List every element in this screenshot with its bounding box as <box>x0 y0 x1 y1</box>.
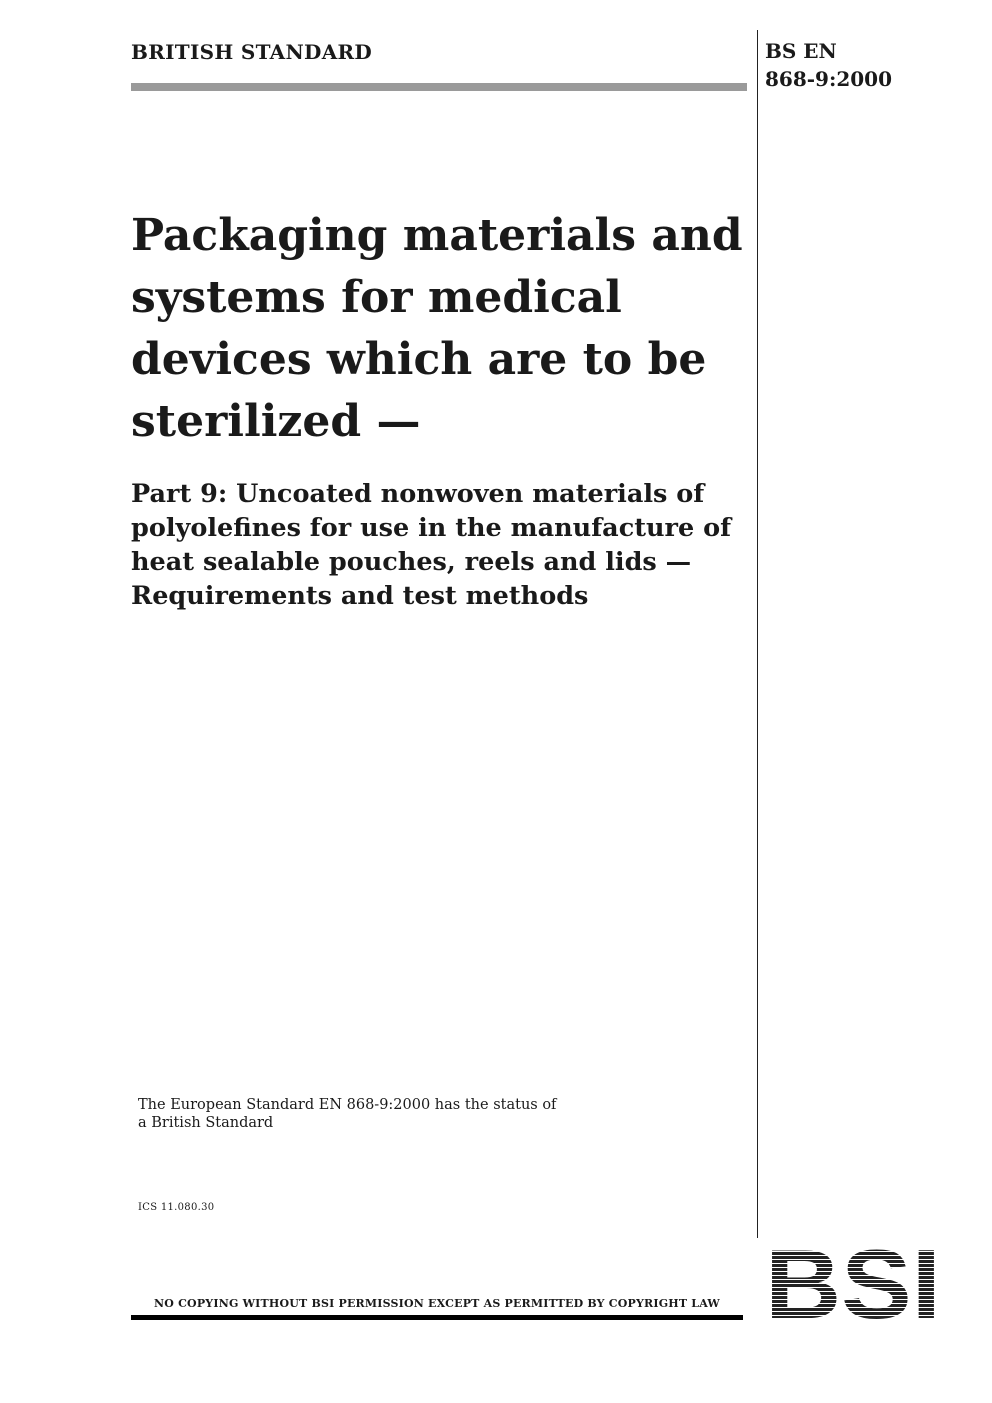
footer-rule <box>131 1315 743 1320</box>
copyright-notice: NO COPYING WITHOUT BSI PERMISSION EXCEPT AS PERMITTED BY COPYRIGHT LAW <box>154 1297 720 1310</box>
standard-number-line2: 868-9:2000 <box>765 67 893 91</box>
vertical-divider <box>757 30 758 1238</box>
ics-code: ICS 11.080.30 <box>138 1202 215 1213</box>
document-type-label: BRITISH STANDARD <box>131 40 373 64</box>
document-subtitle: Part 9: Uncoated nonwoven materials of polyolefines for use in the manufacture of heat sealable pouches, reels and lids — Requirements and test methods <box>131 479 732 611</box>
document-title: Packaging materials and systems for medical devices which are to be sterilized — <box>131 210 743 447</box>
bsi-logo <box>767 1244 941 1320</box>
header-rule <box>131 83 747 91</box>
standard-number-line1: BS EN <box>765 39 837 63</box>
standard-number <box>765 37 892 93</box>
status-note: The European Standard EN 868-9:2000 has the status of a British Standard <box>138 1097 557 1131</box>
